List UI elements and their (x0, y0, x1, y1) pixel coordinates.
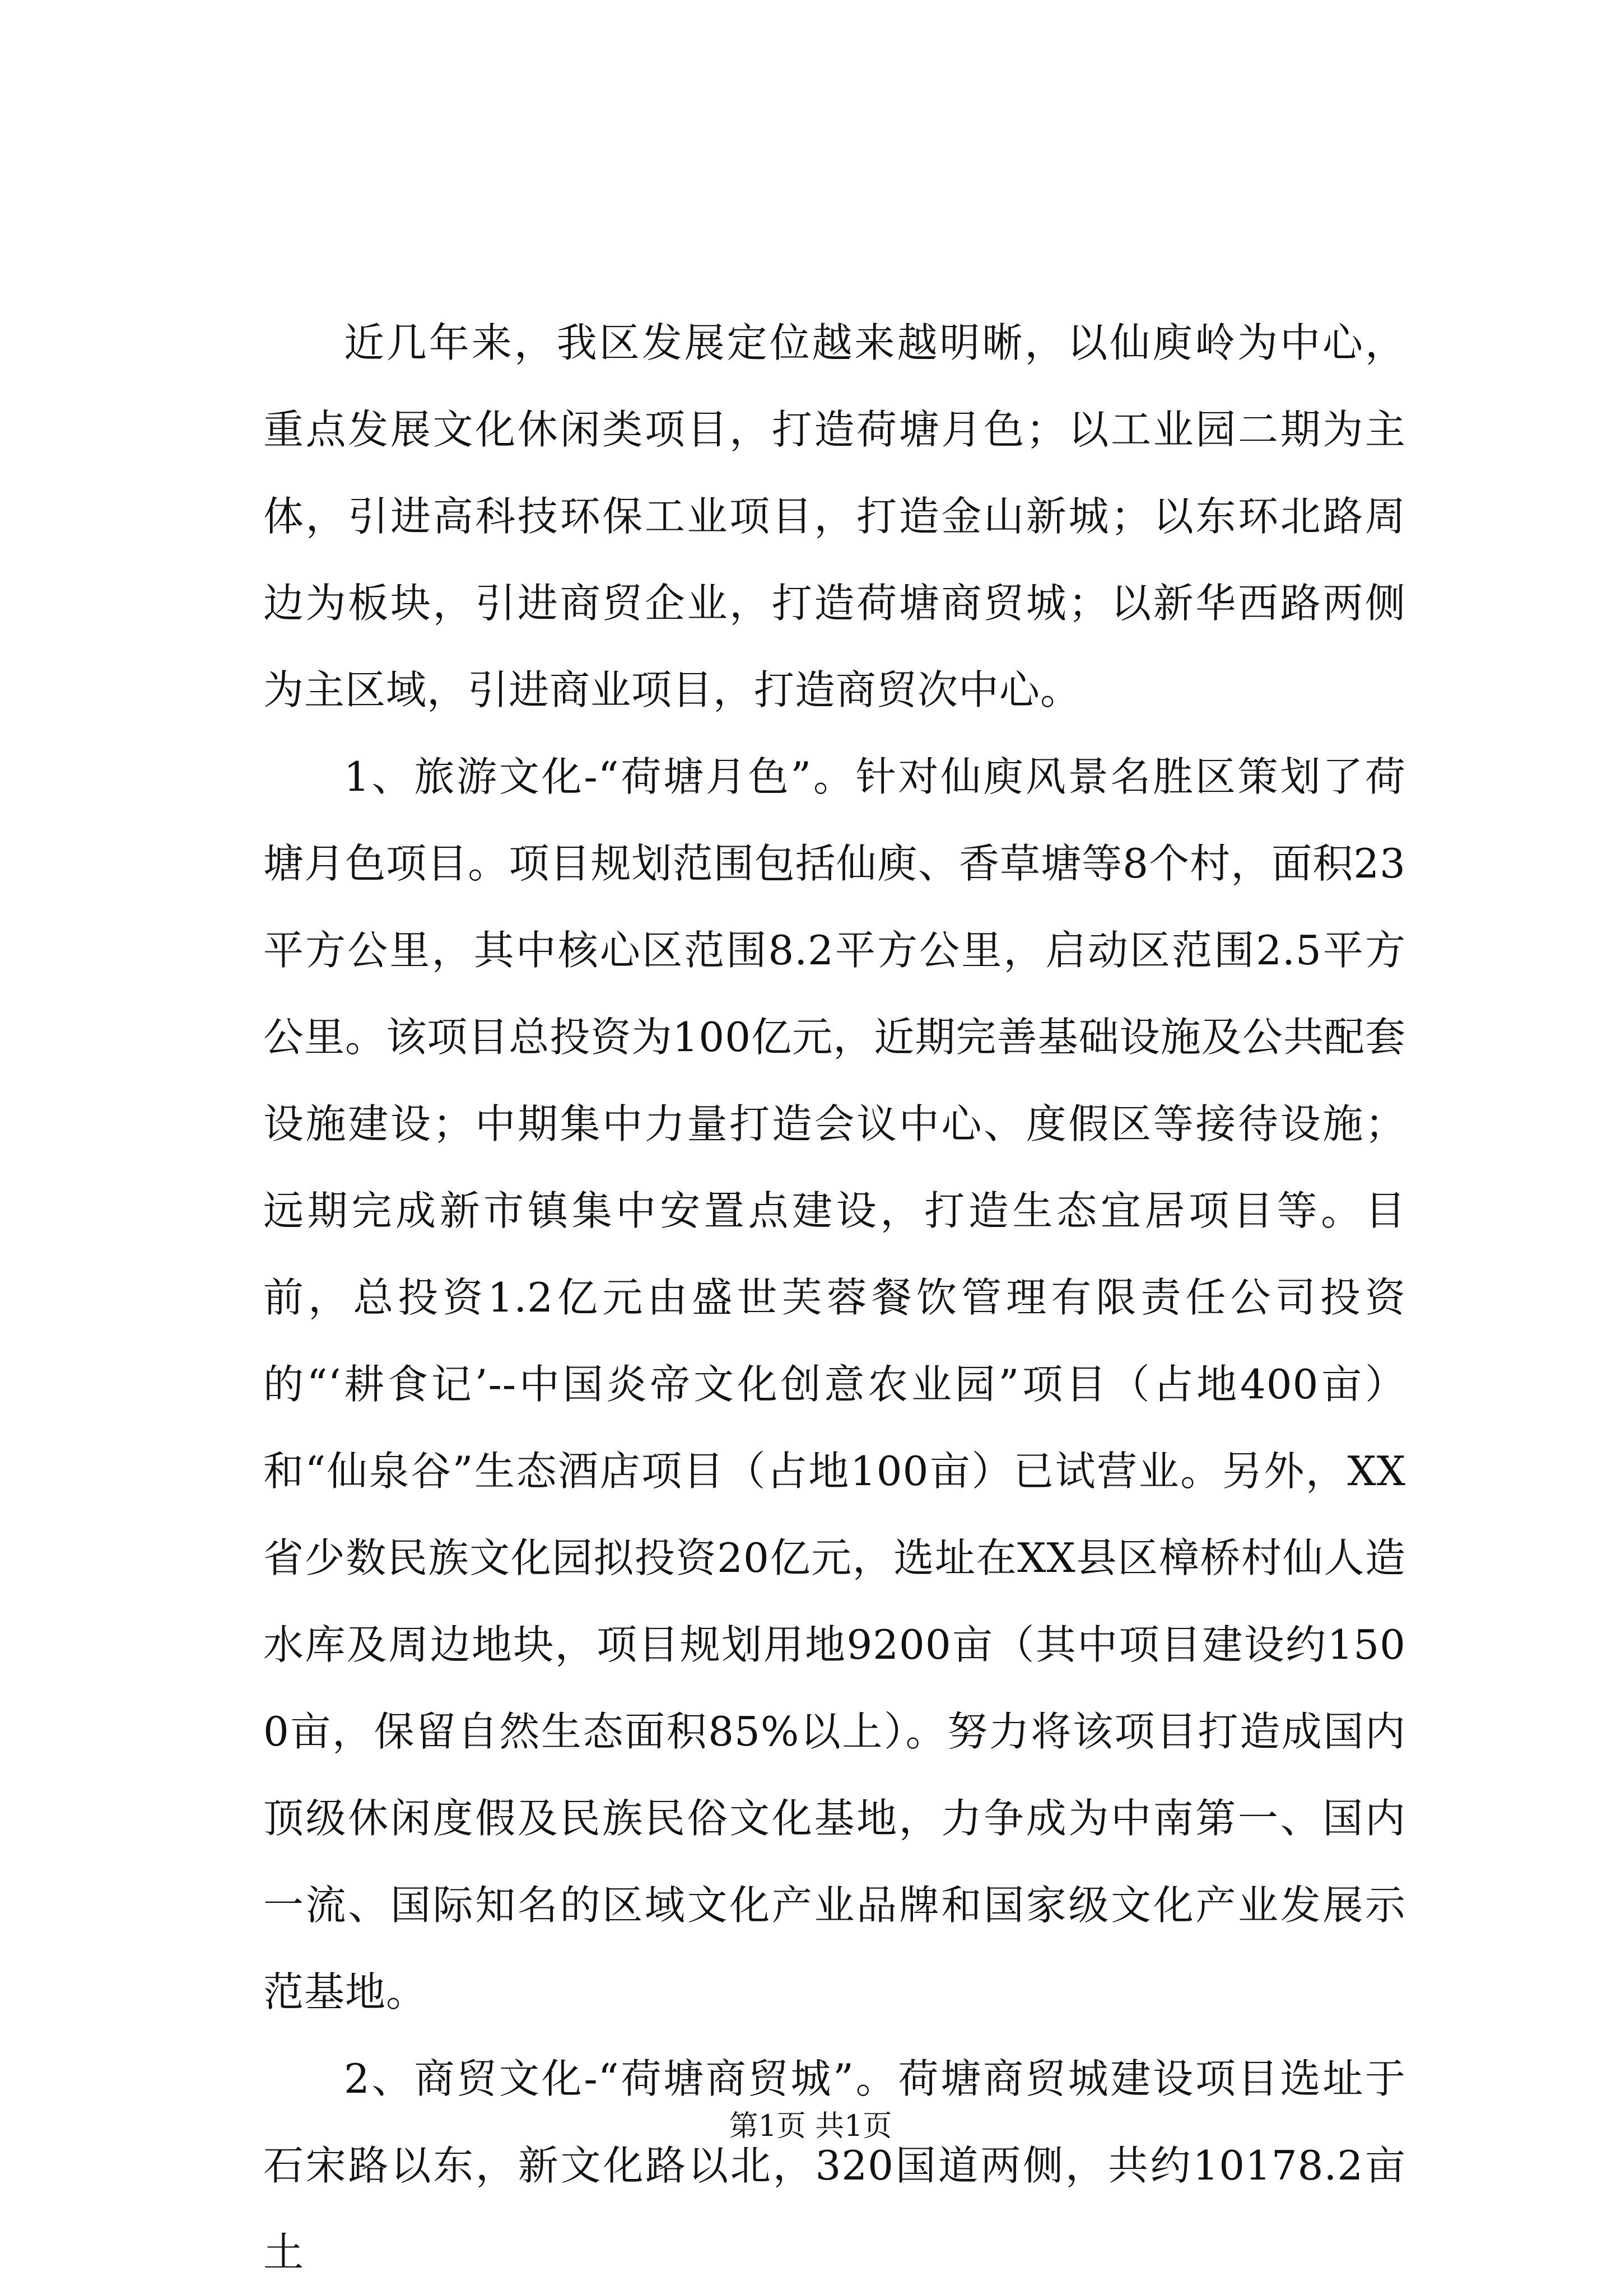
paragraph-commerce-culture: 2、商贸文化-“荷塘商贸城”。荷塘商贸城建设项目选址于石宋路以东，新文化路以北，320国道两侧，共约10178.2亩土 (263, 2055, 1406, 2276)
paragraph-intro: 近几年来，我区发展定位越来越明晰，以仙庾岭为中心，重点发展文化休闲类项目，打造荷塘月色；以工业园二期为主体，引进高科技环保工业项目，打造金山新城；以东环北路周边为板块，引进商贸企业，打造荷塘商贸城；以新华西路两侧为主区域，引进商业项目，打造商贸次中心。 (263, 319, 1406, 713)
document-body (263, 300, 1406, 2296)
page-footer: 第1页 共1页 (729, 2110, 892, 2143)
paragraph-tourism-culture: 1、旅游文化-“荷塘月色”。针对仙庾风景名胜区策划了荷塘月色项目。项目规划范围包括仙庾、香草塘等8个村，面积23平方公里，其中核心区范围8.2平方公里，启动区范围2.5平方公里。该项目总投资为100亿元，近期完善基础设施及公共配套设施建设；中期集中力量打造会议中心、度假区等接待设施；远期完成新市镇集中安置点建设，打造生态宜居项目等。目前，总投资1.2亿元由盛世芙蓉餐饮管理有限责任公司投资的“‘耕食记’--中国炎帝文化创意农业园”项目（占地400亩）和“仙泉谷”生态酒店项目（占地100亩）已试营业。另外，XX省少数民族文化园拟投资20亿元，选址在XX县区樟桥村仙人造水库及周边地块，项目规划用地9200亩（其中项目建设约1500亩，保留自然生态面积85%以上）。努力将该项目打造成国内顶级休闲度假及民族民俗文化基地，力争成为中南第一、国内一流、国际知名的区域文化产业品牌和国家级文化产业发展示范基地。 (263, 753, 1406, 2015)
